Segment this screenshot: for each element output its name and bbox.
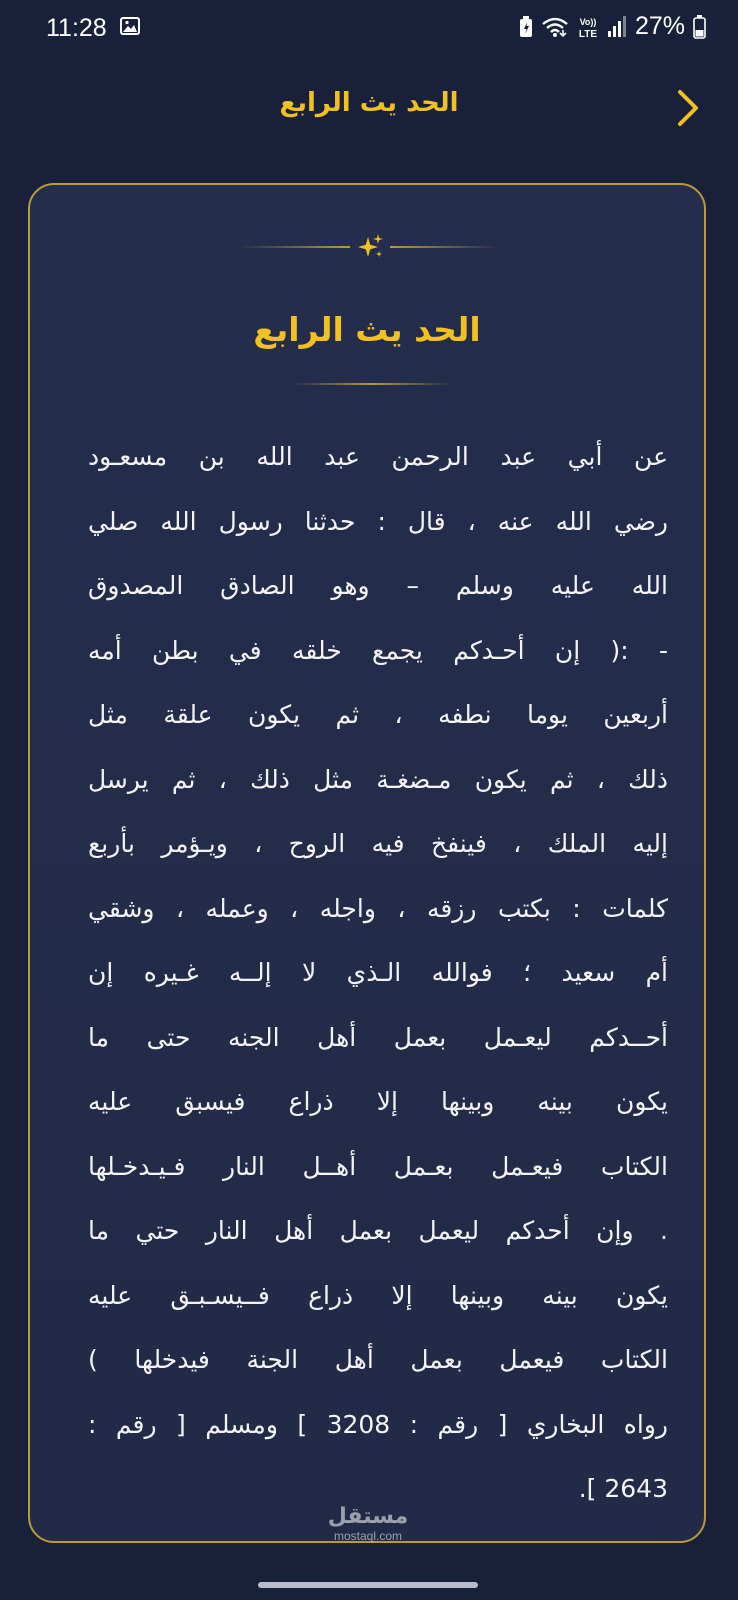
gallery-icon: [120, 17, 140, 35]
hadith-line: أربعين يوما نطفه ، ثم يكون علقة مثل: [88, 700, 668, 729]
divider-line-right: [390, 246, 500, 248]
hadith-line: إليه الملك ، فينفخ فيه الروح ، ويـؤمر بأربع: [88, 829, 668, 858]
hadith-line: أم سعيد ؛ فوالله الـذي لا إلــه غـيره إن: [88, 958, 668, 987]
volte-icon: [577, 15, 599, 39]
hadith-line: . وإن أحدكم ليعمل بعمل أهل النار حتي ما: [88, 1216, 668, 1245]
hadith-line: يكون بينه وبينها إلا ذراع فيسبق عليه: [88, 1087, 668, 1116]
watermark-url: mostaql.com: [333, 1529, 403, 1543]
status-icons: [519, 12, 706, 41]
hadith-line: يكون بينه وبينها إلا ذراع فــيسـبـق عليه: [88, 1280, 668, 1310]
status-bar: [0, 0, 738, 58]
battery-icon: [693, 15, 706, 39]
hadith-line: 2643 ].: [578, 1474, 668, 1503]
signal-icon: [607, 16, 627, 38]
home-indicator[interactable]: [258, 1582, 478, 1588]
header: [0, 70, 738, 140]
sparkle-icon: [358, 234, 384, 260]
hadith-line: كلمات : بكتب رزقه ، واجله ، وعمله ، وشقي: [88, 893, 668, 923]
battery-saver-icon: [519, 16, 533, 38]
chevron-right-icon[interactable]: [670, 88, 706, 128]
hadith-line: الله عليه وسلم – وهو الصادق المصدوق: [88, 571, 668, 600]
hadith-line: رضي الله عنه ، قال : حدثنا رسول الله صلي: [88, 506, 668, 536]
watermark: [318, 1505, 418, 1543]
hadith-line: ذلك ، ثم يكون مـضغـة مثل ذلك ، ثم يرسل: [88, 764, 668, 794]
hadith-card: [28, 183, 706, 1543]
card-title: الحد يث الرابع: [253, 310, 481, 349]
battery-percent: 27%: [634, 12, 685, 40]
page-title: الحد يث الرابع: [279, 88, 459, 118]
svg-text:LTE: LTE: [578, 28, 598, 39]
wifi-icon: [541, 16, 569, 38]
title-underline: [292, 383, 452, 385]
hadith-line: - :( إن أحـدكم يجمع خلقه في بطن أمه: [88, 635, 668, 665]
hadith-text: [88, 425, 668, 1522]
ornament-divider: [240, 237, 500, 257]
status-time: 11:28: [46, 14, 107, 42]
svg-text:Vo)): Vo)): [579, 16, 597, 27]
divider-line-left: [240, 246, 350, 248]
watermark-logo: مستقل: [327, 1504, 409, 1529]
hadith-line: رواه البخاري [ رقم : 3208 ] ومسلم [ رقم :: [88, 1409, 668, 1439]
hadith-line: الكتاب فيعـمل بعـمل أهــل النار فـيـدخـلها: [88, 1151, 668, 1181]
hadith-line: عن أبي عبد الرحمن عبد الله بن مسعـود: [88, 442, 668, 471]
hadith-line: أحــدكم ليعـمل بعمل أهل الجنه حتى ما: [88, 1022, 668, 1052]
hadith-line: الكتاب فيعمل بعمل أهل الجنة فيدخلها ): [88, 1345, 668, 1374]
